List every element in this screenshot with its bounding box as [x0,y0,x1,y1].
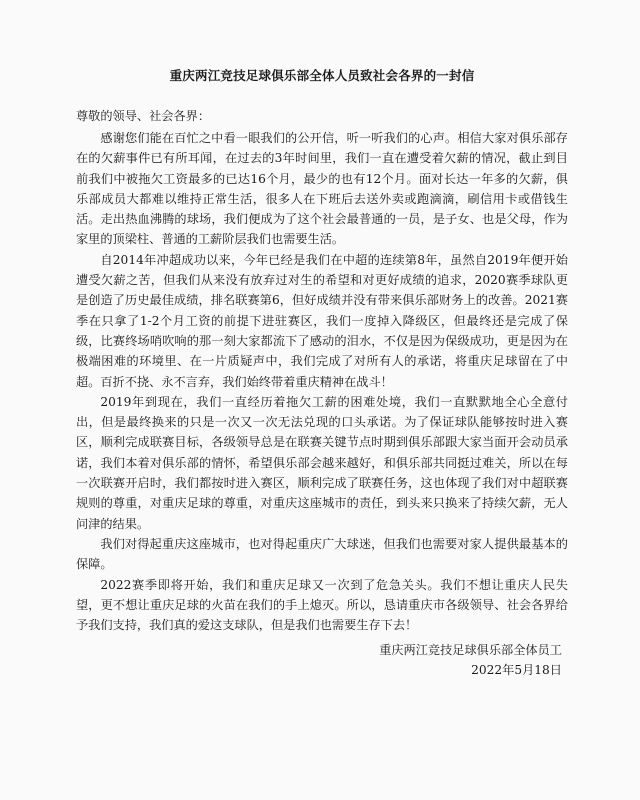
body-paragraph: 我们对得起重庆这座城市，也对得起重庆广大球迷，但我们也需要对家人提供最基本的保障。 [76,536,568,572]
letter-signature: 重庆两江竞技足球俱乐部全体员工 [379,643,562,657]
body-paragraph: 感谢您们能在百忙之中看一眼我们的公开信，听一听我们的心声。相信大家对俱乐部存在的欠薪事件已有所耳闻，在过去的3年时间里，我们一直在遭受着欠薪的情况，截止到目前我们中被拖欠工资最多的已达16个月，最少的也有12个月。面对长达一年多的欠薪，俱乐部成员大都难以维持正常生活，很多人在下班后去送外卖或跑滴滴，刷信用卡或借钱生活。走出热血沸腾的球场，我们便成为了这个社会最普通的一员，是子女、也是父母，作为家里的顶梁柱、普通的工薪阶层我们也需要生活。 [76,131,568,247]
body-paragraph: 2022赛季即将开始，我们和重庆足球又一次到了危急关头。我们不想让重庆人民失望，更不想让重庆足球的火苗在我们的手上熄灭。所以，恳请重庆市各级领导、社会各界给予我们支持，我们真的爱这支球队，但是我们也需要生存下去！ [76,577,568,633]
body-paragraph: 2019年到现在，我们一直经历着拖欠工薪的困难处境，我们一直默默地全心全意付出，但是最终换来的只是一次又一次无法兑现的口头承诺。为了保证球队能够按时进入赛区，顺利完成联赛目标，各级领导总是在联赛关键节点时期到俱乐部跟大家当面开会动员承诺，我们本着对俱乐部的情怀，希望俱乐部会越来越好，和俱乐部共同挺过难关，所以在每一次联赛开启时，我们都按时进入赛区，顺利完成了联赛任务，这也体现了我们对中超联赛规则的尊重，对重庆足球的尊重，对重庆这座城市的责任，到头来只换来了持续欠薪，无人问津的结果。 [76,394,568,531]
letter-title: 重庆两江竞技足球俱乐部全体人员致社会各界的一封信 [169,68,475,83]
letter-body [76,128,568,635]
letter-salutation: 尊敬的领导、社会各界： [76,109,211,123]
letter-date: 2022年5月18日 [471,663,562,677]
body-paragraph: 自2014年冲超成功以来，今年已经是我们在中超的连续第8年，虽然自2019年便开始遭受欠薪之苦，但我们从来没有放弃过对生的希望和对更好成绩的追求，2020赛季球队更是创造了历史最佳成绩，排名联赛第6，但好成绩并没有带来俱乐部财务上的改善。2021赛季在只拿了1-2个月工资的前提下进驻赛区，我们一度掉入降级区，但最终还是完成了保级，比赛终场哨吹响的那一刻大家都流下了感动的泪水，不仅是因为保级成功，更是因为在极端困难的环境里、在一片质疑声中，我们完成了对所有人的承诺，将重庆足球留在了中超。百折不挠、永不言弃，我们始终带着重庆精神在战斗！ [76,252,568,389]
